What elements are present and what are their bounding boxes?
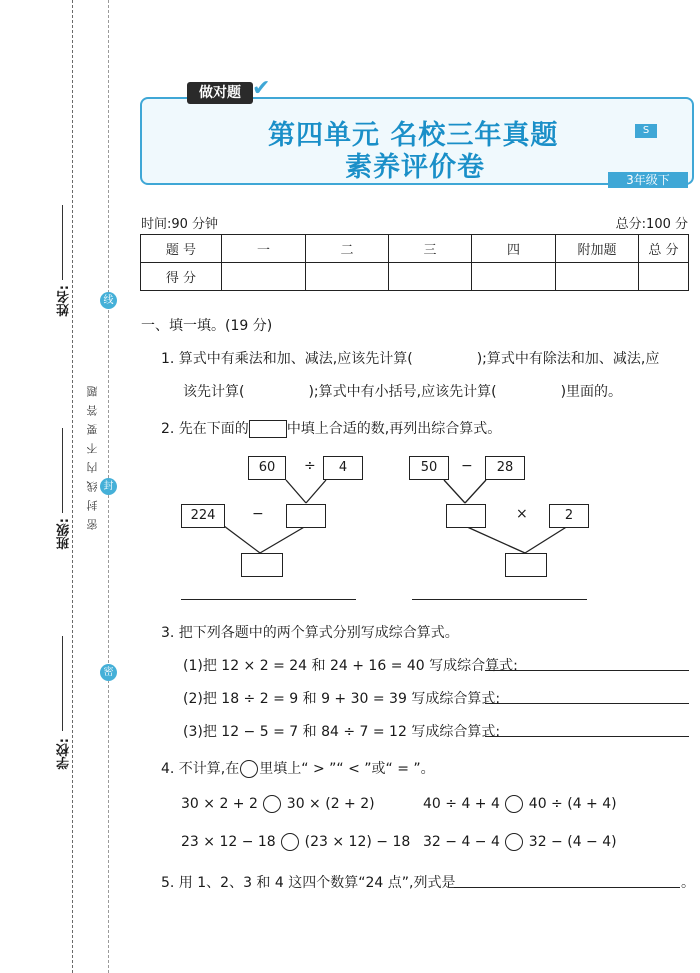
diagram-right-blank-mid[interactable] (446, 504, 486, 528)
q3-answer-line-2[interactable] (485, 703, 689, 704)
q4-item-4-right: 32 − (4 − 4) (528, 834, 617, 850)
q4-item-3-right: (23 × 12) − 18 (304, 834, 411, 850)
score-cell[interactable] (639, 263, 689, 291)
question-4 (161, 758, 435, 778)
question-1-line-2 (183, 381, 622, 401)
seal-mark-secret: 密 (100, 664, 117, 681)
q3-answer-line-1[interactable] (485, 670, 689, 671)
score-table (140, 234, 689, 291)
q4-item-2-left: 40 ÷ 4 + 4 (423, 796, 500, 812)
score-table-score-row (141, 263, 689, 291)
diagram-right-box-top-right: 28 (485, 456, 525, 480)
q1-text-e: )里面的。 (560, 384, 623, 400)
diagram-right-box-top-left: 50 (409, 456, 449, 480)
q3-item-1: (1)把 12 × 2 = 24 和 24 + 16 = 40 写成综合算式: (183, 658, 518, 674)
question-5: 5. 用 1、2、3 和 4 这四个数算“24 点”,列式是 (161, 875, 456, 891)
question-1-line-1 (161, 348, 659, 368)
q2-text-a: 2. 先在下面的 (161, 421, 249, 437)
score-cell[interactable] (222, 263, 306, 291)
diagram-left-op-top: ÷ (304, 458, 316, 474)
header-cell: 三 (389, 235, 472, 263)
grade-badge: 3年级下 (608, 172, 688, 188)
question-3: 3. 把下列各题中的两个算式分别写成综合算式。 (161, 625, 459, 641)
q3-answer-line-3[interactable] (485, 736, 689, 737)
q4-text-b: 里填上“ > ”“ < ”或“ = ”。 (259, 761, 435, 777)
exam-total: 总分:100 分 (615, 217, 688, 232)
q1-text-c: 该先计算( (183, 384, 245, 400)
diagram-left-answer-line[interactable] (181, 599, 356, 600)
exam-time: 时间:90 分钟 (141, 217, 219, 232)
section-title: 一、填一填。(19 分) (141, 318, 273, 334)
hanging-tag-badge: S (635, 124, 657, 138)
score-cell[interactable] (389, 263, 472, 291)
q4-item-1 (181, 795, 375, 813)
seal-note: 密封线内不要答题 (86, 378, 99, 530)
diagram-left-box-top-right: 4 (323, 456, 363, 480)
q4-item-1-circle[interactable] (263, 795, 281, 813)
q5-period: 。 (681, 875, 695, 891)
header-cell: 二 (306, 235, 389, 263)
name-underline (62, 205, 63, 280)
diagram-left-blank-bottom[interactable] (241, 553, 283, 577)
q4-item-3-left: 23 × 12 − 18 (181, 834, 276, 850)
header-cell: 四 (472, 235, 556, 263)
page-subtitle: 素养评价卷 (345, 152, 485, 183)
q5-answer-line[interactable] (454, 887, 680, 888)
page-title: 第四单元 名校三年真题 (268, 120, 559, 151)
q4-item-1-right: 30 × (2 + 2) (286, 796, 375, 812)
q1-text-b: );算式中有除法和加、减法,应 (476, 351, 660, 367)
row-label: 得 分 (141, 263, 222, 291)
diagram-right-blank-bottom[interactable] (505, 553, 547, 577)
q4-item-2-right: 40 ÷ (4 + 4) (528, 796, 617, 812)
score-table-header-row (141, 235, 689, 263)
q4-item-3 (181, 833, 410, 851)
school-underline (62, 636, 63, 731)
score-cell[interactable] (306, 263, 389, 291)
q3-item-2: (2)把 18 ÷ 2 = 9 和 9 + 30 = 39 写成综合算式: (183, 691, 501, 707)
question-2 (161, 418, 501, 438)
example-circle (240, 760, 258, 778)
header-cell: 附加题 (556, 235, 639, 263)
diagram-right-op-top: − (461, 458, 473, 474)
header-cell: 总 分 (639, 235, 689, 263)
q1-text-a: 1. 算式中有乘法和加、减法,应该先计算( (161, 351, 413, 367)
diagram-left-op-mid: − (252, 506, 264, 522)
header-cell: 题 号 (141, 235, 222, 263)
q4-text-a: 4. 不计算,在 (161, 761, 240, 777)
score-cell[interactable] (472, 263, 556, 291)
class-label: 班级: (57, 518, 72, 550)
checkmark-icon: ✔ (252, 76, 271, 101)
diagram-left-box-top-left: 60 (248, 456, 286, 480)
header-cell: 一 (222, 235, 306, 263)
score-cell[interactable] (556, 263, 639, 291)
q4-item-2-circle[interactable] (505, 795, 523, 813)
q4-item-4-circle[interactable] (505, 833, 523, 851)
diagram-left-blank-mid[interactable] (286, 504, 326, 528)
diagram-right-answer-line[interactable] (412, 599, 587, 600)
brand-tag: 做对题 (187, 82, 253, 104)
q4-item-2 (423, 795, 617, 813)
q4-item-4 (423, 833, 617, 851)
seal-mark-line: 线 (100, 292, 117, 309)
diagram-right-box-mid-right: 2 (549, 504, 589, 528)
name-label: 姓名: (57, 285, 72, 317)
seal-mark-seal: 封 (100, 478, 117, 495)
q4-item-1-left: 30 × 2 + 2 (181, 796, 258, 812)
diagram-left-box-mid-left: 224 (181, 504, 225, 528)
q3-item-3: (3)把 12 − 5 = 7 和 84 ÷ 7 = 12 写成综合算式: (183, 724, 501, 740)
example-box (249, 420, 287, 438)
school-label: 学校: (57, 738, 72, 770)
q2-text-b: 中填上合适的数,再列出综合算式。 (286, 421, 502, 437)
class-underline (62, 428, 63, 513)
q4-item-4-left: 32 − 4 − 4 (423, 834, 500, 850)
q1-text-d: );算式中有小括号,应该先计算( (308, 384, 497, 400)
q4-item-3-circle[interactable] (281, 833, 299, 851)
diagram-right-op-mid: × (516, 506, 528, 522)
